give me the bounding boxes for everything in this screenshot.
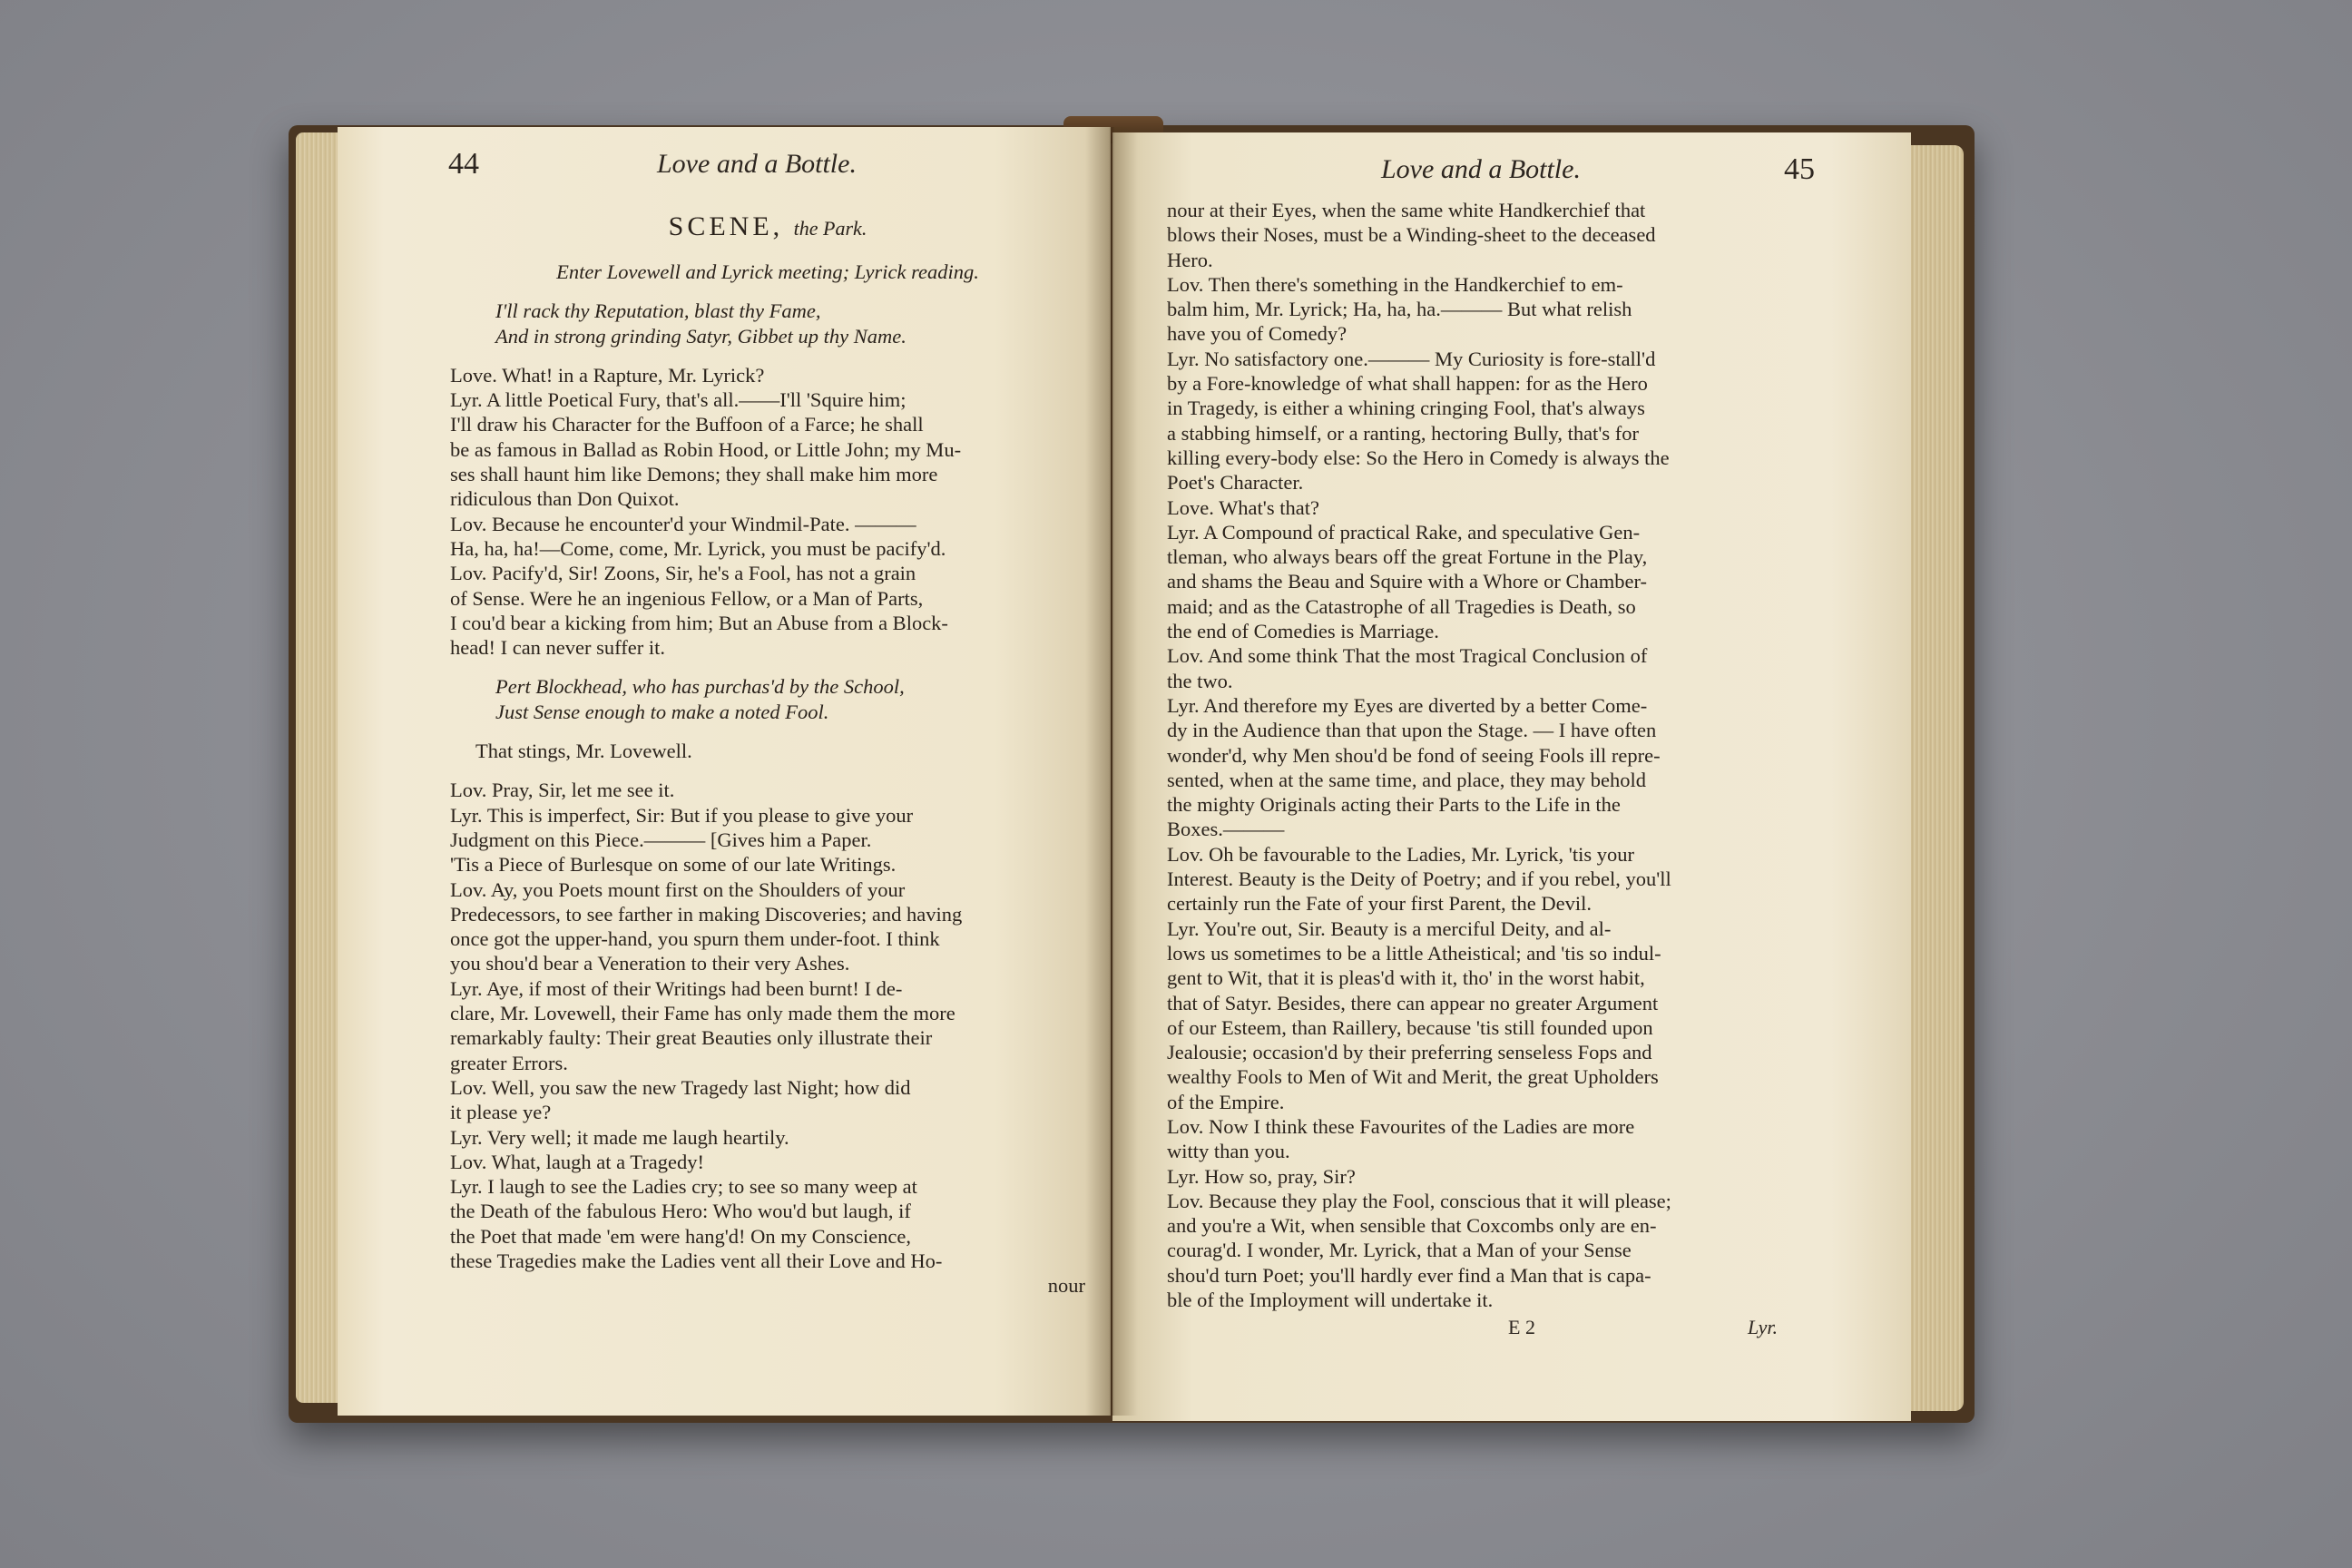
running-head: Love and a Bottle.: [657, 149, 857, 179]
text-line: and you're a Wit, when sensible that Coxcombs only are en-: [1167, 1214, 1657, 1238]
stage-direction: Enter Lovewell and Lyrick meeting; Lyrick reading.: [556, 260, 979, 283]
text-line: Interest. Beauty is the Deity of Poetry; and if you rebel, you'll: [1167, 867, 1671, 891]
page-number: 45: [1784, 152, 1815, 186]
text-line: ridiculous than Don Quixot.: [450, 487, 680, 511]
text-line: the two.: [1167, 669, 1233, 692]
dialogue-block-a: [450, 363, 1085, 661]
verse-line: I'll rack thy Reputation, blast thy Fame,: [495, 299, 821, 323]
text-line: these Tragedies make the Ladies vent all their Love and Ho-: [450, 1249, 943, 1272]
text-line: and shams the Beau and Squire with a Whore or Chamber-: [1167, 570, 1647, 593]
text-line: it please ye?: [450, 1101, 552, 1124]
text-line: Judgment on this Piece.——— [Gives him a Paper.: [450, 828, 872, 851]
text-line: maid; and as the Catastrophe of all Tragedies is Death, so: [1167, 594, 1636, 618]
text-line: Lyr. You're out, Sir. Beauty is a merciful Deity, and al-: [1167, 916, 1612, 940]
text-line: witty than you.: [1167, 1140, 1290, 1163]
scene-place: the Park.: [793, 217, 867, 240]
text-line: be as famous in Ballad as Robin Hood, or Little John; my Mu-: [450, 437, 962, 461]
text-line: balm him, Mr. Lyrick; Ha, ha, ha.——— But what relish: [1167, 298, 1632, 321]
text-line: Lyr. This is imperfect, Sir: But if you please to give your: [450, 803, 914, 827]
text-line: Lov. Now I think these Favourites of the Ladies are more: [1167, 1114, 1635, 1138]
right-page: [1112, 132, 1911, 1421]
text-line: I'll draw his Character for the Buffoon of a Farce; he shall: [450, 413, 924, 436]
text-line: the Poet that made 'em were hang'd! On my Conscience,: [450, 1224, 911, 1248]
text-line: Lyr. A little Poetical Fury, that's all.——I'll 'Squire him;: [450, 388, 906, 412]
text-line: sented, when at the same time, and place, they may behold: [1167, 768, 1646, 791]
text-line: nour at their Eyes, when the same white Handkerchief that: [1167, 199, 1646, 221]
text-line: courag'd. I wonder, Mr. Lyrick, that a Man of your Sense: [1167, 1239, 1632, 1262]
text-line: Lov. Well, you saw the new Tragedy last Night; how did: [450, 1075, 911, 1099]
text-line: Lov. What, laugh at a Tragedy!: [450, 1150, 704, 1173]
text-line: Lov. And some think That the most Tragical Conclusion of: [1167, 644, 1648, 668]
text-line: Lov. Because they play the Fool, conscious that it will please;: [1167, 1189, 1671, 1212]
text-line: ble of the Imployment will undertake it.: [1167, 1289, 1494, 1312]
text-line: wealthy Fools to Men of Wit and Merit, the great Upholders: [1167, 1065, 1659, 1089]
text-line: Boxes.———: [1167, 818, 1285, 841]
text-line: of Sense. Were he an ingenious Fellow, or a Man of Parts,: [450, 586, 924, 610]
text-line: a stabbing himself, or a ranting, hectoring Bully, that's for: [1167, 421, 1639, 445]
text-line: head! I can never suffer it.: [450, 636, 665, 660]
text-line: in Tragedy, is either a whining cringing Fool, that's always: [1167, 397, 1645, 420]
verse-line: Pert Blockhead, who has purchas'd by the School,: [495, 675, 905, 699]
text-line: certainly run the Fate of your first Parent, the Devil.: [1167, 892, 1592, 916]
text-line: the mighty Originals acting their Parts to the Life in the: [1167, 793, 1621, 817]
text-line: of our Esteem, than Raillery, because 'tis still founded upon: [1167, 1015, 1653, 1039]
text-line: Lov. Ay, you Poets mount first on the Shoulders of your: [450, 877, 906, 901]
text-line: Lyr. Very well; it made me laugh heartily.: [450, 1125, 789, 1149]
text-line: Lyr. Aye, if most of their Writings had been burnt! I de-: [450, 976, 903, 1000]
dialogue-block-b: [450, 778, 1085, 1273]
text-line: Lov. Then there's something in the Handkerchief to em-: [1167, 272, 1623, 296]
text-line: Poet's Character.: [1167, 471, 1304, 495]
page-number: 44: [448, 147, 479, 181]
text-line: greater Errors.: [450, 1051, 568, 1074]
text-line: ses shall haunt him like Demons; they shall make him more: [450, 463, 938, 486]
text-line: Ha, ha, ha!—Come, come, Mr. Lyrick, you must be pacify'd.: [450, 536, 946, 560]
text-line: lows us sometimes to be a little Atheistical; and 'tis so indul-: [1167, 941, 1661, 965]
text-line: shou'd turn Poet; you'll hardly ever find a Man that is capa-: [1167, 1263, 1651, 1287]
signature-mark: E 2: [1508, 1316, 1535, 1338]
text-line: you shou'd bear a Veneration to their very Ashes.: [450, 952, 850, 975]
left-page-edges: [296, 132, 343, 1403]
text-line: Lov. Pray, Sir, let me see it.: [450, 779, 675, 802]
text-line: tleman, who always bears off the great Fortune in the Play,: [1167, 545, 1648, 569]
text-line: the Death of the fabulous Hero: Who wou'd but laugh, if: [450, 1200, 911, 1223]
catchword: nour: [1047, 1274, 1085, 1298]
right-page-edges: [1906, 145, 1964, 1411]
text-line: Lov. Because he encounter'd your Windmil-Pate. ———: [450, 512, 916, 535]
dialogue-line: That stings, Mr. Lovewell.: [475, 740, 692, 763]
right-page-text: [1167, 198, 1838, 1312]
text-line: 'Tis a Piece of Burlesque on some of our late Writings.: [450, 853, 897, 877]
text-line: Lyr. No satisfactory one.——— My Curiosity is fore-stall'd: [1167, 347, 1656, 370]
running-head: Love and a Bottle.: [1381, 154, 1581, 184]
text-line: by a Fore-knowledge of what shall happen: for as the Hero: [1167, 372, 1648, 396]
text-line: killing every-body else: So the Hero in Comedy is always the: [1167, 446, 1670, 469]
text-line: Lov. Pacify'd, Sir! Zoons, Sir, he's a Fool, has not a grain: [450, 562, 916, 585]
book-gutter: [1085, 127, 1138, 1416]
left-page-header: [338, 147, 1111, 192]
text-line: that of Satyr. Besides, there can appear no greater Argument: [1167, 991, 1659, 1014]
text-line: dy in the Audience than that upon the Stage. — I have often: [1167, 719, 1657, 742]
text-line: the end of Comedies is Marriage.: [1167, 620, 1439, 643]
right-page-header: [1112, 152, 1911, 198]
text-line: Love. What's that?: [1167, 495, 1319, 519]
left-page-text: [450, 209, 1085, 1298]
text-line: once got the upper-hand, you spurn them under-foot. I think: [450, 927, 940, 951]
text-line: Lyr. And therefore my Eyes are diverted by a better Come-: [1167, 693, 1648, 717]
verse-block-1: [450, 299, 1085, 348]
text-line: Predecessors, to see farther in making Discoveries; and having: [450, 902, 963, 926]
text-line: Lyr. I laugh to see the Ladies cry; to see so many weep at: [450, 1175, 917, 1199]
verse-line: And in strong grinding Satyr, Gibbet up thy Name.: [495, 324, 906, 348]
scene-heading: [450, 209, 1085, 245]
text-line: Lyr. How so, pray, Sir?: [1167, 1164, 1356, 1188]
text-line: Lov. Oh be favourable to the Ladies, Mr. Lyrick, 'tis your: [1167, 842, 1634, 866]
text-line: of the Empire.: [1167, 1090, 1285, 1113]
text-line: Jealousie; occasion'd by their preferring senseless Fops and: [1167, 1041, 1652, 1064]
text-line: remarkably faulty: Their great Beauties only illustrate their: [450, 1026, 933, 1050]
scene-label: SCENE,: [668, 211, 784, 241]
text-line: wonder'd, why Men shou'd be fond of seeing Fools ill repre-: [1167, 743, 1661, 767]
text-line: Hero.: [1167, 248, 1213, 271]
text-line: I cou'd bear a kicking from him; But an Abuse from a Block-: [450, 611, 948, 634]
verse-block-2: [450, 674, 1085, 724]
left-page: [338, 127, 1111, 1416]
text-line: clare, Mr. Lovewell, their Fame has only made them the more: [450, 1002, 956, 1025]
text-line: gent to Wit, that it is pleas'd with it, tho' in the worst habit,: [1167, 966, 1645, 990]
text-line: Lyr. A Compound of practical Rake, and speculative Gen-: [1167, 520, 1641, 544]
text-line: Love. What! in a Rapture, Mr. Lyrick?: [450, 363, 765, 387]
text-line: blows their Noses, must be a Winding-sheet to the deceased: [1167, 223, 1656, 247]
verse-line: Just Sense enough to make a noted Fool.: [495, 700, 829, 723]
text-line: have you of Comedy?: [1167, 322, 1348, 346]
dialogue-block: [1167, 198, 1838, 1312]
catchword: Lyr.: [1748, 1316, 1778, 1338]
